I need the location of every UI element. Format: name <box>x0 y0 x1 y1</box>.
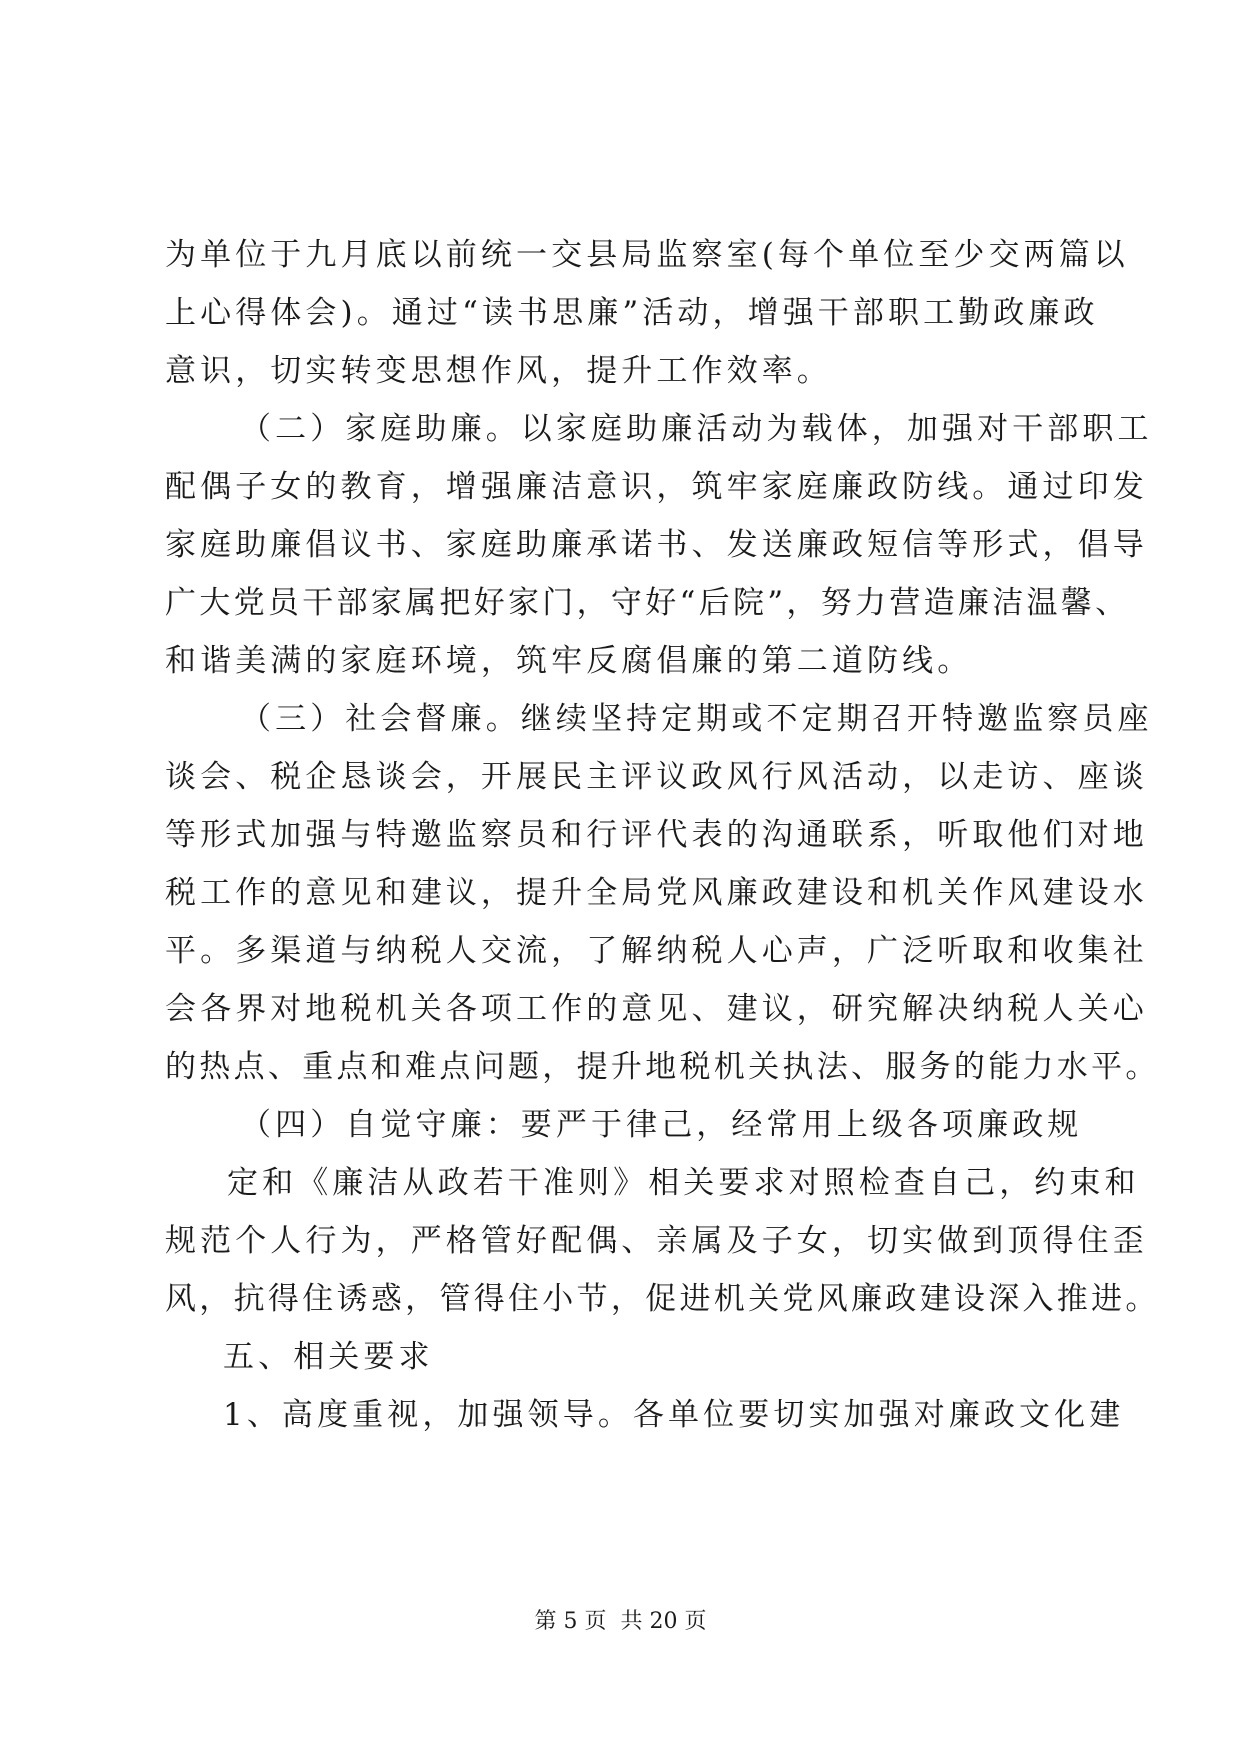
page-number-label: 第 5 页 共 20 页 <box>534 1609 707 1634</box>
page-footer <box>0 1607 1241 1637</box>
paragraph-heading-line: （四）自觉守廉：要严于律己，经常用上级各项廉政规 <box>240 1107 1083 1143</box>
text-line: 的热点、重点和难点问题，提升地税机关执法、服务的能力水平。 <box>165 1049 1160 1085</box>
text-line: 定和《廉洁从政若干准则》相关要求对照检查自己，约束和 <box>227 1165 1140 1201</box>
text-line: 广大党员干部家属把好家门，守好“后院”，努力营造廉洁温馨、 <box>165 585 1130 621</box>
text-line: 意识，切实转变思想作风，提升工作效率。 <box>165 353 832 389</box>
text-line: 谈会、税企恳谈会，开展民主评议政风行风活动，以走访、座谈 <box>165 759 1148 795</box>
text-line: 等形式加强与特邀监察员和行评代表的沟通联系，听取他们对地 <box>165 817 1148 853</box>
text-line: 配偶子女的教育，增强廉洁意识，筑牢家庭廉政防线。通过印发 <box>165 469 1148 505</box>
text-line: 上心得体会)。通过“读书思廉”活动，增强干部职工勤政廉政 <box>165 295 1099 331</box>
paragraph-heading-line: （二）家庭助廉。以家庭助廉活动为载体，加强对干部职工 <box>240 411 1153 447</box>
text-line: 为单位于九月底以前统一交县局监察室(每个单位至少交两篇以 <box>165 237 1129 273</box>
text-line: 规范个人行为，严格管好配偶、亲属及子女，切实做到顶得住歪 <box>165 1223 1148 1259</box>
text-line: 平。多渠道与纳税人交流，了解纳税人心声，广泛听取和收集社 <box>165 933 1148 969</box>
text-line: 和谐美满的家庭环境，筑牢反腐倡廉的第二道防线。 <box>165 643 973 679</box>
text-line: 税工作的意见和建议，提升全局党风廉政建设和机关作风建设水 <box>165 875 1148 911</box>
text-line: 风，抗得住诱惑，管得住小节，促进机关党风廉政建设深入推进。 <box>165 1281 1160 1317</box>
text-line: 家庭助廉倡议书、家庭助廉承诺书、发送廉政短信等形式，倡导 <box>165 527 1148 563</box>
text-line: 1、高度重视，加强领导。各单位要切实加强对廉政文化建 <box>223 1397 1125 1433</box>
text-line: 会各界对地税机关各项工作的意见、建议，研究解决纳税人关心 <box>165 991 1148 1027</box>
paragraph-heading-line: （三）社会督廉。继续坚持定期或不定期召开特邀监察员座 <box>240 701 1153 737</box>
section-heading: 五、相关要求 <box>223 1339 434 1375</box>
